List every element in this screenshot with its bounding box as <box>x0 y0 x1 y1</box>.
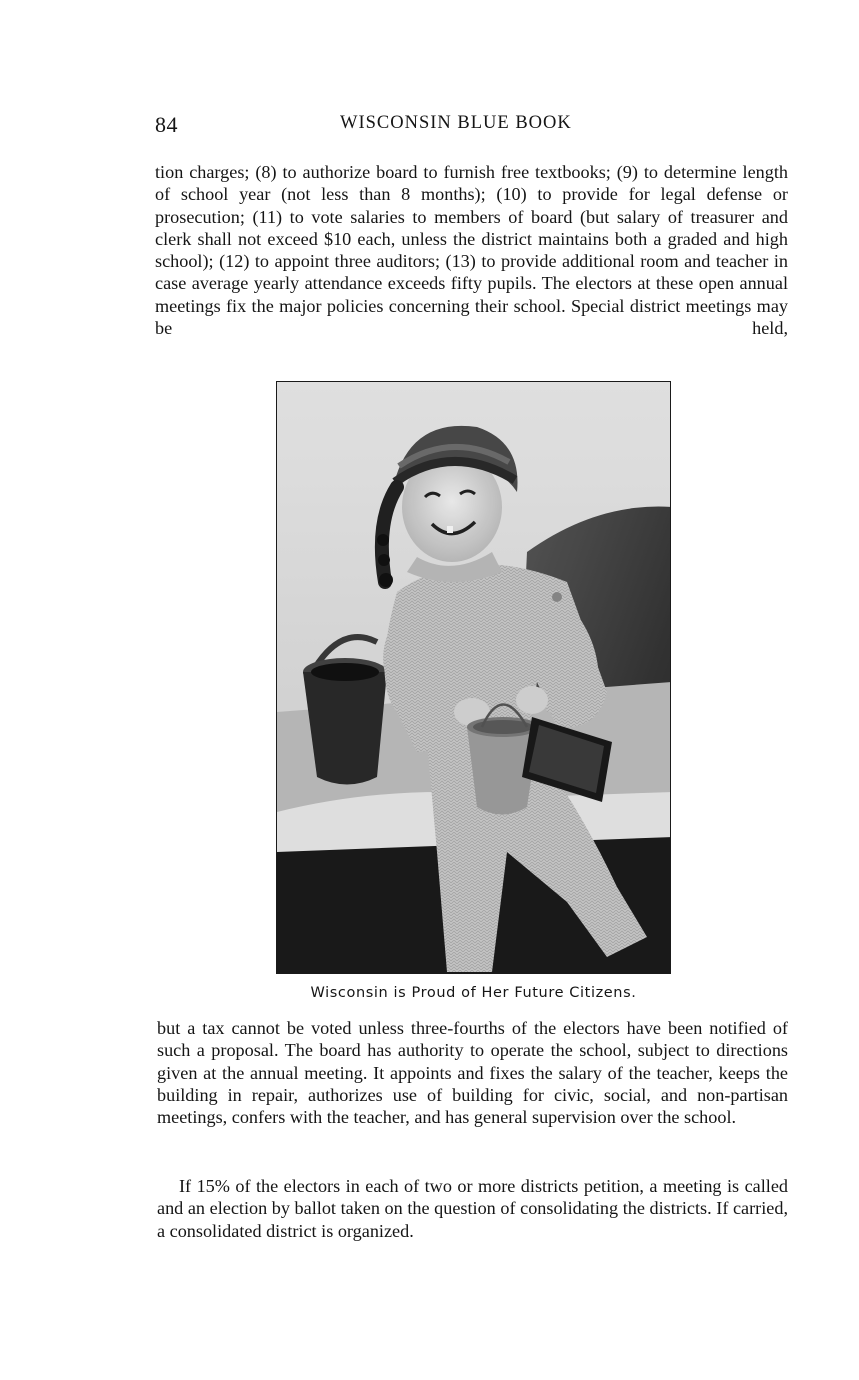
paragraph-final-text: If 15% of the electors in each of two or more districts petition, a meeting is called and an election by ballot taken on the question of consolidating the districts. If carried, a consolidated district is organized. <box>157 1176 788 1241</box>
paragraph-final <box>157 1175 788 1242</box>
running-title: WISCONSIN BLUE BOOK <box>340 113 572 133</box>
paragraph-after-figure: but a tax cannot be voted unless three-fourths of the electors have been notified of such a proposal. The board has authority to operate the school, subject to directions given at the annual meeting. It appoints and fixes the salary of the teacher, keeps the building in repair, authorizes use of building for civic, social, and non-partisan meetings, confers with the teacher, and has general supervision over the school. <box>157 1018 788 1128</box>
photo-figure <box>276 381 671 974</box>
child-photo-image <box>277 382 671 974</box>
figure-caption: Wisconsin is Proud of Her Future Citizens. <box>310 985 637 1001</box>
paragraph-top: tion charges; (8) to authorize board to furnish free textbooks; (9) to determine length of school year (not less than 8 months); (10) to provide for legal defense or prosecution; (11) to vote salaries to members of board (but salary of treasurer and clerk shall not exceed $10 each, unless the district maintains both a graded and high school); (12) to appoint three auditors; (13) to provide additional room and teacher in case average yearly attendance exceeds fifty pupils. The electors at these open annual meetings fix the major policies concerning their school. Special district meetings may be held, <box>155 162 788 339</box>
page-number: 84 <box>155 112 178 137</box>
